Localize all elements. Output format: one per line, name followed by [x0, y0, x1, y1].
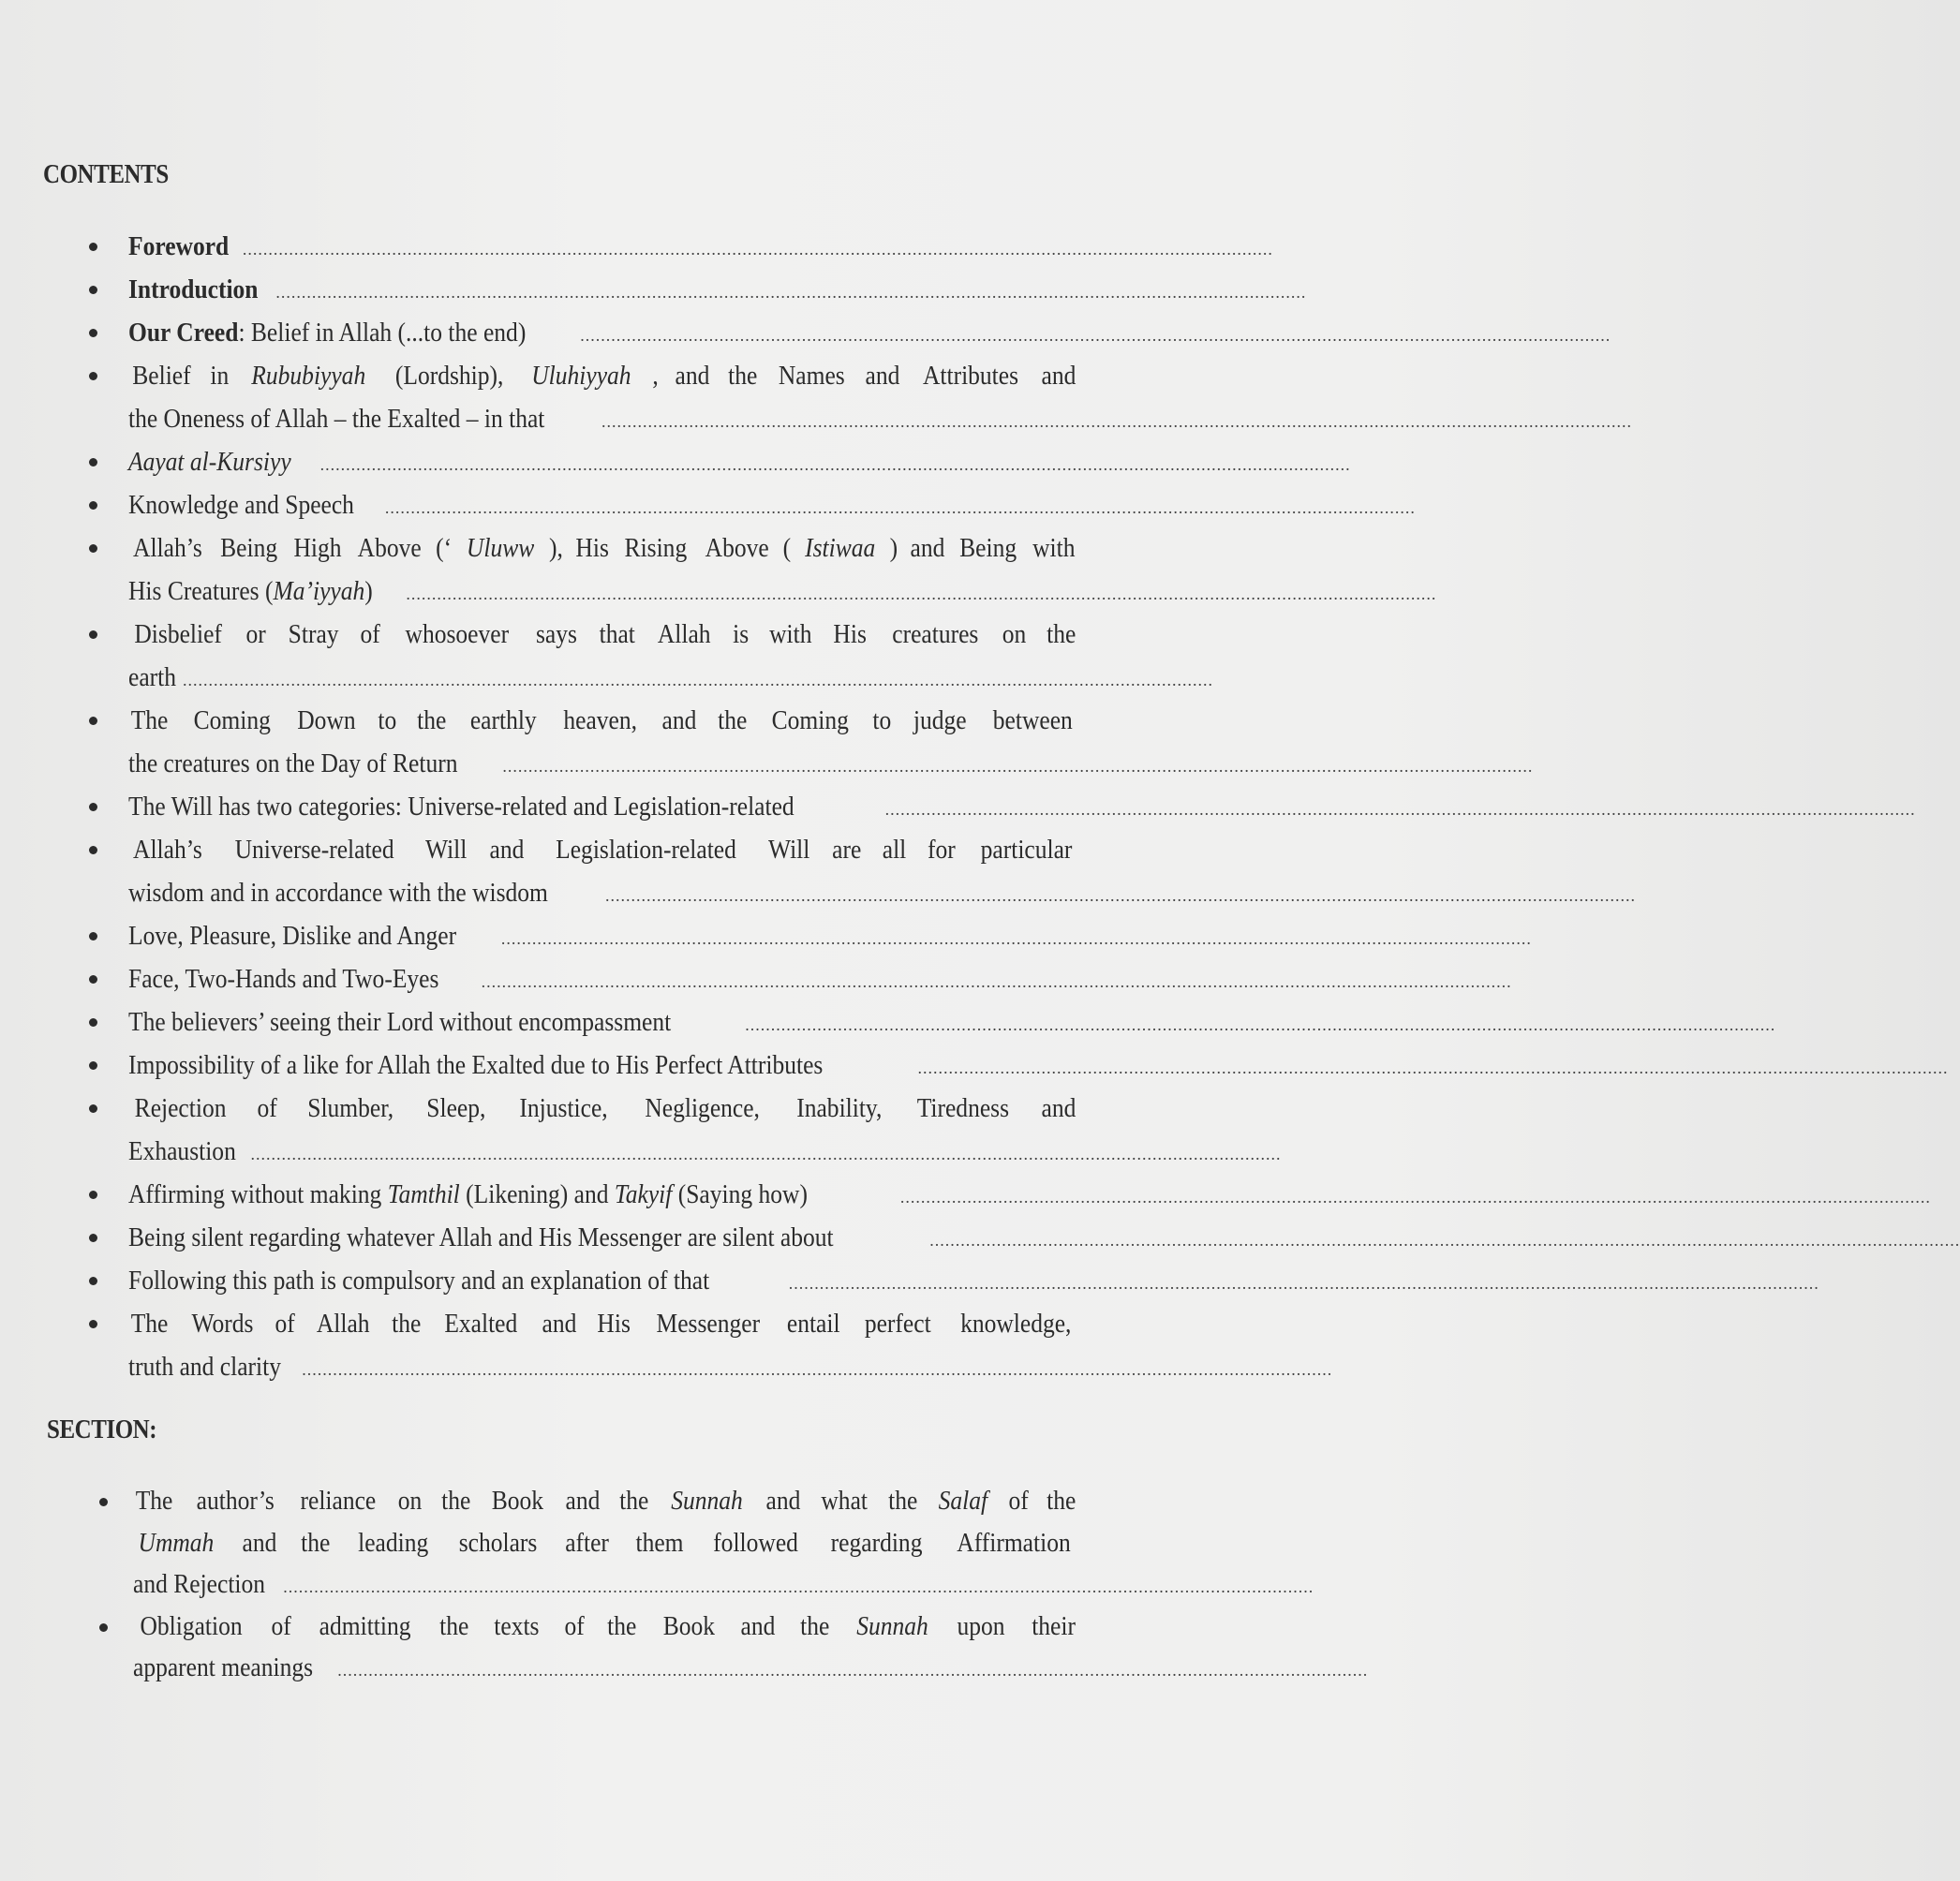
- toc-text: reliance: [300, 1486, 377, 1516]
- toc-text: and: [661, 705, 697, 735]
- toc-text: Down: [296, 705, 356, 735]
- dot-leader: ........................................................................................................................................................................................................: [250, 1145, 1282, 1163]
- toc-entry-line: [128, 483, 1416, 526]
- toc-text: Attributes: [922, 361, 1019, 391]
- toc-text: Book: [662, 1610, 715, 1641]
- toc-text: creatures: [892, 619, 979, 649]
- toc-entry-line: [128, 1130, 1282, 1173]
- toc-text: ),: [549, 533, 564, 563]
- toc-text: Foreword: [128, 231, 230, 261]
- toc-text: His: [575, 533, 609, 563]
- bullet-icon: [89, 458, 97, 467]
- toc-entry-line: [128, 914, 1532, 957]
- section-heading: SECTION:: [47, 1414, 157, 1444]
- toc-text: Book: [491, 1486, 544, 1516]
- dot-leader: ........................................................................................................................................................................................................: [275, 283, 1307, 302]
- dot-leader: ........................................................................................................................................................................................................: [500, 929, 1532, 948]
- toc-entry-line: [128, 570, 1437, 613]
- toc-text: all: [882, 835, 907, 865]
- toc-text: Ummah: [138, 1527, 215, 1558]
- toc-text: Exhaustion: [128, 1136, 236, 1166]
- toc-text: what: [821, 1486, 869, 1516]
- bullet-icon: [89, 1191, 97, 1199]
- dot-leader: ........................................................................................................................................................................................................: [929, 1231, 1960, 1250]
- toc-entry-line: [133, 1563, 1314, 1606]
- bullet-icon: [89, 846, 97, 854]
- toc-entry-line: [128, 1216, 1960, 1259]
- toc-entry[interactable]: [0, 785, 1916, 828]
- toc-text: : Belief in Allah (...to the end): [238, 318, 527, 348]
- toc-text: them: [635, 1527, 684, 1558]
- toc-entry-line: [128, 613, 1078, 656]
- toc-entry[interactable]: [0, 1216, 1960, 1259]
- toc-text: the creatures on the Day of Return: [128, 748, 458, 778]
- toc-text: after: [565, 1527, 610, 1558]
- toc-text: Allah’s: [133, 835, 202, 865]
- dot-leader: ........................................................................................................................................................................................................: [283, 1577, 1314, 1596]
- toc-text: to: [872, 705, 892, 735]
- toc-entry-line: [128, 1000, 1776, 1044]
- toc-text: the: [718, 705, 748, 735]
- toc-text: with: [768, 619, 812, 649]
- bullet-icon: [89, 717, 97, 725]
- toc-entry[interactable]: [0, 828, 1636, 914]
- toc-text: the: [607, 1610, 637, 1641]
- toc-entry[interactable]: [0, 1259, 1819, 1302]
- toc-entry-line: [128, 957, 1512, 1000]
- toc-text: Stray: [288, 619, 339, 649]
- toc-text: Impossibility of a like for Allah the Exalted due to His Perfect Attributes: [128, 1050, 824, 1080]
- toc-entry-line: [128, 742, 1534, 785]
- toc-text: texts: [494, 1610, 540, 1641]
- toc-entry[interactable]: [0, 1480, 1314, 1606]
- toc-entry-line: [128, 440, 1351, 483]
- toc-text: Ma’iyyah: [273, 576, 365, 606]
- toc-text: of: [563, 1610, 585, 1641]
- toc-text: of: [360, 619, 380, 649]
- dot-leader: ........................................................................................................................................................................................................: [481, 972, 1512, 991]
- toc-text: in: [210, 361, 230, 391]
- toc-text: Injustice,: [519, 1093, 608, 1123]
- dot-leader: ........................................................................................................................................................................................................: [580, 326, 1611, 345]
- toc-text: on: [1002, 619, 1027, 649]
- toc-text: Names: [778, 361, 845, 391]
- toc-text: Our Creed: [128, 318, 239, 348]
- toc-text: apparent meanings: [133, 1652, 314, 1682]
- toc-text: entail: [787, 1309, 840, 1339]
- toc-text: truth and clarity: [128, 1352, 281, 1382]
- toc-text: whosoever: [405, 619, 510, 649]
- bullet-icon: [89, 803, 97, 811]
- toc-entry-line: [128, 656, 1213, 699]
- toc-text: Will: [768, 835, 810, 865]
- toc-text: Slumber,: [307, 1093, 394, 1123]
- toc-text: Disbelief: [134, 619, 222, 649]
- bullet-icon: [99, 1498, 108, 1506]
- toc-text: ): [364, 576, 373, 606]
- toc-entry-line: [128, 311, 1611, 354]
- toc-text: Sunnah: [671, 1486, 743, 1516]
- toc-text: or: [245, 619, 267, 649]
- toc-entry-line: [128, 1302, 1078, 1345]
- toc-text: between: [993, 705, 1074, 735]
- bullet-icon: [89, 975, 97, 984]
- toc-entry-line: [128, 699, 1078, 742]
- toc-text: The: [130, 1309, 169, 1339]
- toc-text: ): [889, 533, 898, 563]
- dot-leader: ........................................................................................................................................................................................................: [502, 757, 1534, 776]
- toc-entry[interactable]: [0, 1087, 1282, 1173]
- toc-text: Knowledge and Speech: [128, 490, 354, 520]
- toc-text: the: [619, 1486, 649, 1516]
- toc-entry[interactable]: [0, 225, 1273, 268]
- toc-entry[interactable]: [0, 1044, 1949, 1087]
- bullet-icon: [89, 1320, 97, 1328]
- toc-text: the: [441, 1486, 471, 1516]
- bullet-icon: [89, 630, 97, 639]
- toc-entry-line: [128, 354, 1078, 397]
- bullet-icon: [89, 286, 97, 294]
- toc-text: wisdom and in accordance with the wisdom: [128, 878, 548, 908]
- toc-text: scholars: [458, 1527, 537, 1558]
- bullet-icon: [89, 1234, 97, 1242]
- dot-leader: ........................................................................................................................................................................................................: [302, 1360, 1333, 1379]
- toc-entry[interactable]: [0, 268, 1307, 311]
- toc-text: of: [275, 1309, 296, 1339]
- toc-text: Rising: [624, 533, 688, 563]
- toc-text: Love, Pleasure, Dislike and Anger: [128, 921, 457, 951]
- toc-text: Legislation-related: [556, 835, 736, 865]
- toc-text: ,: [652, 361, 659, 391]
- bullet-icon: [89, 1104, 97, 1113]
- toc-text: Allah: [317, 1309, 370, 1339]
- dot-leader: ........................................................................................................................................................................................................: [242, 240, 1273, 259]
- toc-text: earthly: [469, 705, 537, 735]
- toc-text: Allah: [657, 619, 711, 649]
- toc-text: and: [542, 1309, 576, 1339]
- toc-text: The: [135, 1486, 173, 1516]
- toc-text: and: [865, 361, 900, 391]
- dot-leader: ........................................................................................................................................................................................................: [384, 498, 1416, 517]
- toc-text: Uluhiyyah: [531, 361, 631, 391]
- toc-text: followed: [713, 1527, 799, 1558]
- toc-entry[interactable]: [0, 526, 1437, 613]
- toc-text: (Saying how): [672, 1179, 808, 1209]
- toc-text: perfect: [865, 1309, 932, 1339]
- toc-text: on: [398, 1486, 423, 1516]
- toc-entry-line: [133, 1606, 1078, 1648]
- toc-entry-line: [128, 268, 1307, 311]
- toc-text: of: [271, 1610, 291, 1641]
- toc-entry-line: [128, 526, 1078, 570]
- toc-text: earth: [128, 662, 177, 692]
- bullet-icon: [89, 243, 97, 251]
- toc-text: Introduction: [128, 274, 259, 304]
- toc-entry-line: [133, 1522, 1078, 1564]
- toc-text: of: [1008, 1486, 1029, 1516]
- toc-text: the: [392, 1309, 422, 1339]
- toc-text: (Lordship),: [394, 361, 504, 391]
- toc-text: Belief: [132, 361, 191, 391]
- toc-text: Allah’s: [133, 533, 202, 563]
- toc-text: His Creatures (: [128, 576, 274, 606]
- toc-entry-line: [128, 871, 1636, 914]
- dot-leader: ........................................................................................................................................................................................................: [788, 1274, 1819, 1293]
- toc-text: the: [728, 361, 758, 391]
- toc-text: Sunnah: [856, 1610, 928, 1641]
- toc-text: to: [378, 705, 397, 735]
- toc-entry-line: [128, 1087, 1078, 1130]
- toc-text: the Oneness of Allah – the Exalted – in that: [128, 404, 545, 434]
- toc-text: Above: [705, 533, 769, 563]
- toc-text: Rububiyyah: [251, 361, 366, 391]
- toc-entry[interactable]: [0, 483, 1416, 526]
- toc-text: His: [597, 1309, 631, 1339]
- dot-leader: ........................................................................................................................................................................................................: [601, 412, 1632, 431]
- dot-leader: ........................................................................................................................................................................................................: [745, 1015, 1776, 1034]
- toc-text: that: [599, 619, 635, 649]
- toc-text: Tiredness: [917, 1093, 1010, 1123]
- toc-text: Coming: [193, 705, 271, 735]
- toc-text: are: [832, 835, 862, 865]
- toc-text: Rejection: [134, 1093, 227, 1123]
- toc-text: their: [1031, 1610, 1076, 1641]
- toc-text: Takyif: [614, 1179, 673, 1209]
- bullet-icon: [89, 1018, 97, 1027]
- toc-entry[interactable]: [0, 699, 1534, 785]
- contents-list: [0, 225, 1960, 1388]
- toc-entry-line: [128, 225, 1273, 268]
- dot-leader: ........................................................................................................................................................................................................: [605, 886, 1636, 905]
- dot-leader: ........................................................................................................................................................................................................: [884, 800, 1916, 819]
- toc-text: Being: [219, 533, 277, 563]
- toc-entry[interactable]: [0, 440, 1351, 483]
- toc-text: for: [927, 835, 956, 865]
- toc-text: with: [1032, 533, 1076, 563]
- toc-text: (: [782, 533, 791, 563]
- toc-text: High: [293, 533, 342, 563]
- bullet-icon: [89, 1061, 97, 1070]
- toc-text: the: [1047, 1486, 1077, 1516]
- toc-text: Messenger: [656, 1309, 761, 1339]
- toc-text: knowledge,: [959, 1309, 1071, 1339]
- toc-text: Salaf: [938, 1486, 988, 1516]
- dot-leader: ........................................................................................................................................................................................................: [917, 1059, 1949, 1077]
- toc-text: judge: [913, 705, 967, 735]
- toc-entry[interactable]: [0, 1606, 1369, 1689]
- toc-entry-line: [133, 1647, 1369, 1689]
- toc-entry-line: [128, 828, 1078, 871]
- dot-leader: ........................................................................................................................................................................................................: [899, 1188, 1931, 1207]
- toc-text: admitting: [319, 1610, 411, 1641]
- toc-entry[interactable]: [0, 354, 1632, 440]
- toc-text: and: [1041, 361, 1077, 391]
- toc-text: the: [800, 1610, 830, 1641]
- dot-leader: ........................................................................................................................................................................................................: [337, 1661, 1369, 1680]
- toc-text: heaven,: [563, 705, 638, 735]
- bullet-icon: [89, 501, 97, 510]
- toc-text: The believers’ seeing their Lord without encompassment: [128, 1007, 672, 1037]
- toc-text: Coming: [771, 705, 850, 735]
- toc-text: Obligation: [140, 1610, 243, 1641]
- toc-text: Uluww: [467, 533, 535, 563]
- toc-entry-line: [128, 1259, 1819, 1302]
- bullet-icon: [89, 932, 97, 940]
- toc-entry[interactable]: [0, 1302, 1333, 1388]
- toc-text: Being silent regarding whatever Allah and His Messenger are silent about: [128, 1222, 834, 1252]
- toc-entry[interactable]: [0, 914, 1532, 957]
- dot-leader: ........................................................................................................................................................................................................: [319, 455, 1351, 474]
- toc-text: the: [1047, 619, 1077, 649]
- toc-text: and: [565, 1486, 600, 1516]
- toc-text: and: [910, 533, 945, 563]
- toc-text: Tamthil: [387, 1179, 460, 1209]
- toc-text: and: [1041, 1093, 1077, 1123]
- dot-leader: ........................................................................................................................................................................................................: [182, 671, 1213, 689]
- toc-text: Above: [357, 533, 423, 563]
- toc-text: the: [888, 1486, 918, 1516]
- toc-text: is: [732, 619, 749, 649]
- toc-text: particular: [980, 835, 1073, 865]
- toc-entry[interactable]: [0, 957, 1512, 1000]
- bullet-icon: [89, 1277, 97, 1285]
- toc-text: The: [130, 705, 169, 735]
- toc-entry-line: [128, 1173, 1931, 1216]
- toc-text: upon: [957, 1610, 1005, 1641]
- toc-text: the: [438, 1610, 469, 1641]
- toc-text: (‘: [436, 533, 453, 563]
- toc-entry-line: [128, 785, 1916, 828]
- toc-text: Inability,: [796, 1093, 883, 1123]
- toc-text: regarding: [830, 1527, 923, 1558]
- toc-text: Affirmation: [957, 1527, 1071, 1558]
- toc-entry[interactable]: [0, 613, 1216, 699]
- toc-text: Following this path is compulsory and an explanation of that: [128, 1266, 710, 1296]
- toc-text: Exalted: [444, 1309, 518, 1339]
- toc-text: and: [489, 835, 525, 865]
- toc-text: His: [833, 619, 868, 649]
- section-list: [0, 1480, 1369, 1689]
- toc-text: Face, Two-Hands and Two-Eyes: [128, 964, 439, 994]
- toc-text: Universe-related: [234, 835, 394, 865]
- bullet-icon: [89, 372, 97, 380]
- toc-text: and: [675, 361, 710, 391]
- toc-text: the: [301, 1527, 331, 1558]
- toc-entry-line: [128, 1345, 1333, 1388]
- toc-entry[interactable]: [0, 1173, 1931, 1216]
- toc-text: Istiwaa: [805, 533, 876, 563]
- toc-text: Sleep,: [426, 1093, 486, 1123]
- toc-text: The Will has two categories: Universe-related and Legislation-related: [128, 792, 794, 822]
- toc-text: the: [417, 705, 447, 735]
- bullet-icon: [99, 1623, 108, 1632]
- toc-text: and: [740, 1610, 776, 1641]
- toc-entry[interactable]: [0, 1000, 1776, 1044]
- toc-text: Affirming without making: [128, 1179, 388, 1209]
- toc-entry-line: [128, 397, 1632, 440]
- bullet-icon: [89, 544, 97, 553]
- toc-text: Will: [424, 835, 468, 865]
- toc-text: Negligence,: [645, 1093, 760, 1123]
- contents-heading: CONTENTS: [43, 159, 169, 189]
- toc-text: Words: [191, 1309, 254, 1339]
- bullet-icon: [89, 329, 97, 337]
- toc-text: and: [765, 1486, 801, 1516]
- toc-text: Being: [959, 533, 1017, 563]
- toc-entry-line: [128, 1044, 1949, 1087]
- toc-text: and Rejection: [133, 1569, 266, 1599]
- toc-text: Aayat al-Kursiyy: [128, 447, 298, 477]
- toc-text: leading: [357, 1527, 428, 1558]
- toc-text: (Likening) and: [459, 1179, 615, 1209]
- toc-entry[interactable]: [0, 311, 1611, 354]
- toc-text: and: [242, 1527, 276, 1558]
- toc-text: of: [257, 1093, 277, 1123]
- dot-leader: ........................................................................................................................................................................................................: [406, 585, 1437, 603]
- toc-text: author’s: [196, 1486, 275, 1516]
- toc-entry-line: [133, 1480, 1078, 1522]
- toc-text: says: [535, 619, 577, 649]
